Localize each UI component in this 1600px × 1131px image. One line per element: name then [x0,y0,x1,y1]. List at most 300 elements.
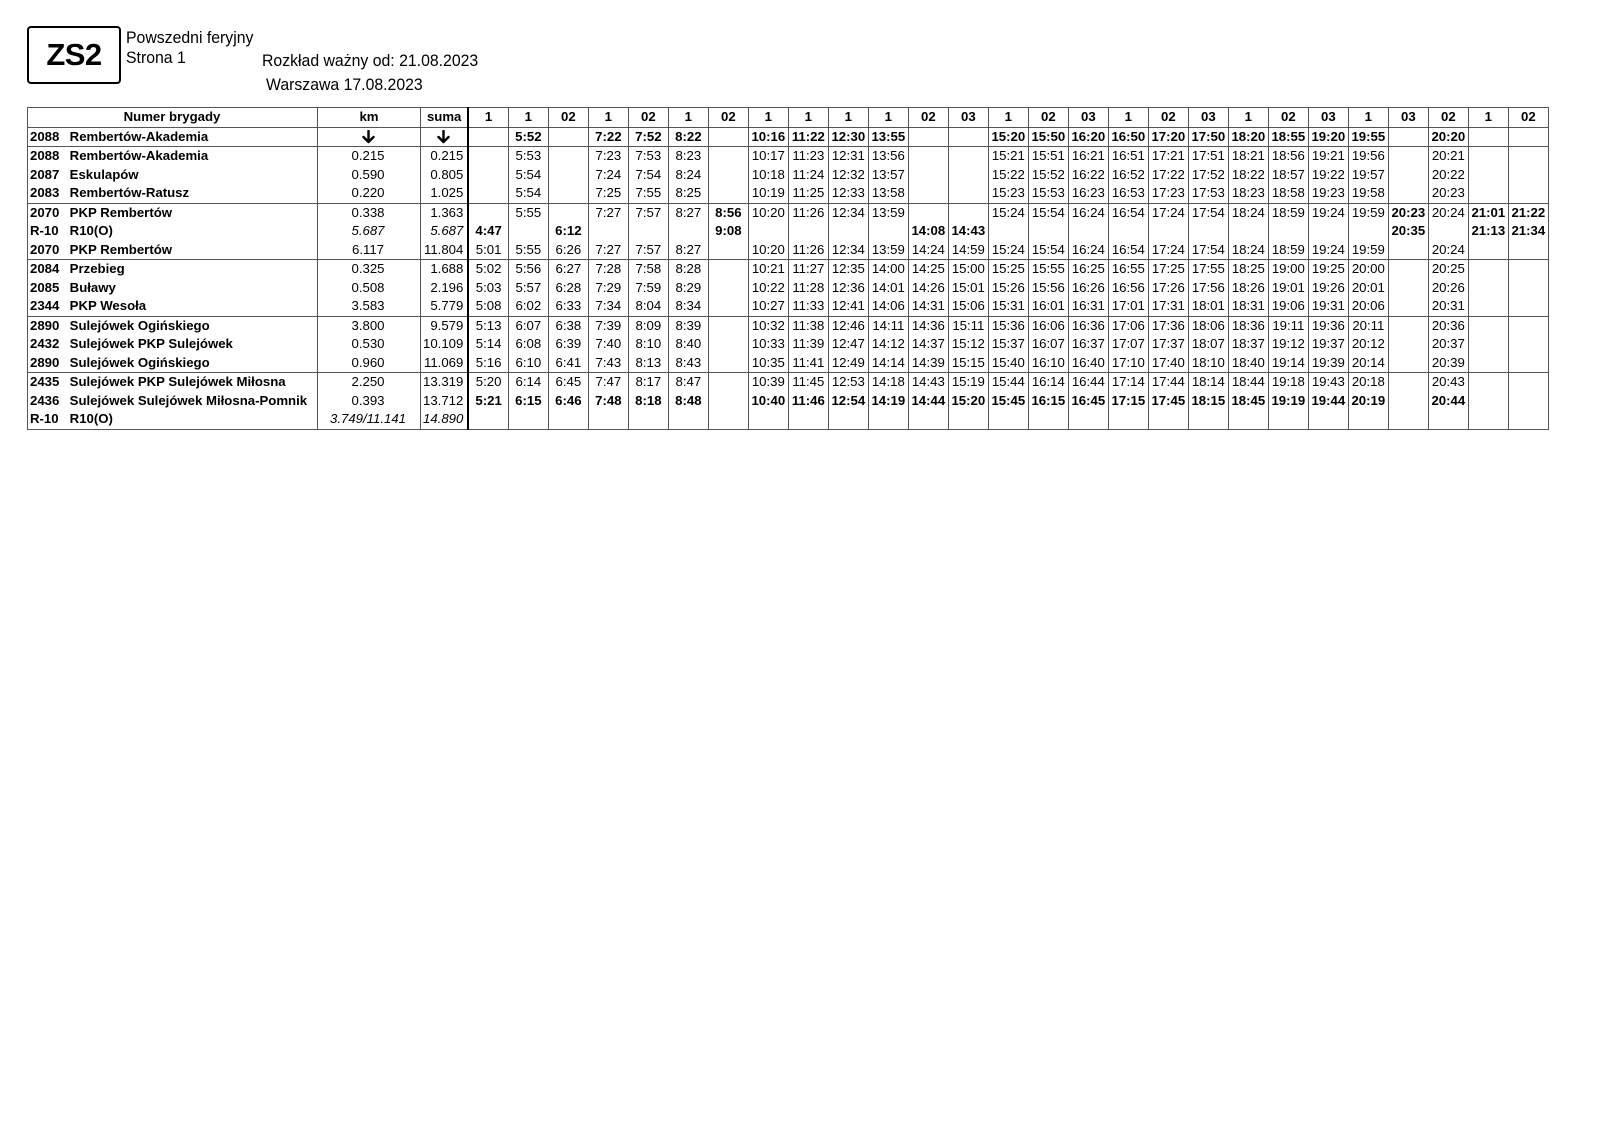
departure-time [1388,410,1428,429]
departure-time: 20:43 [1428,373,1468,392]
departure-time [588,222,628,241]
departure-time: 17:54 [1188,241,1228,260]
km-cell: 0.220 [318,184,421,203]
departure-time: 19:21 [1308,147,1348,166]
departure-time [708,147,748,166]
departure-time [1468,316,1508,335]
departure-time: 18:59 [1268,203,1308,222]
departure-time: 14:43 [908,373,948,392]
departure-time: 7:55 [628,184,668,203]
departure-time [988,410,1028,429]
departure-time: 14:08 [908,222,948,241]
departure-time: 7:40 [588,335,628,354]
departure-time: 8:29 [668,279,708,298]
departure-time [1388,335,1428,354]
departure-time: 13:59 [868,203,908,222]
brigade-number: 03 [1308,108,1348,128]
departure-time: 14:43 [948,222,988,241]
departure-time: 11:46 [788,392,828,411]
stop-name: Przebieg [69,261,125,276]
departure-time: 7:48 [588,392,628,411]
stop-code: 2085 [30,279,60,295]
departure-time: 15:50 [1028,127,1068,147]
departure-time: 11:22 [788,127,828,147]
departure-time: 14:19 [868,392,908,411]
departure-time [468,166,508,185]
departure-time: 19:22 [1308,166,1348,185]
departure-time: 12:33 [828,184,868,203]
stop-name: Sulejówek PKP Sulejówek [69,336,233,351]
stop-name: Sulejówek Sulejówek Miłosna-Pomnik [69,392,308,408]
departure-time [908,166,948,185]
departure-time [708,184,748,203]
brigade-number: 1 [788,108,828,128]
departure-time [508,222,548,241]
line-number: ZS2 [46,37,102,72]
departure-time: 16:52 [1108,166,1148,185]
day-type-label: Powszedni feryjny [126,28,254,47]
departure-time [948,166,988,185]
departure-time: 10:40 [748,392,788,411]
departure-time: 11:39 [788,335,828,354]
departure-time [1228,222,1268,241]
departure-time: 8:23 [668,147,708,166]
sum-cell: 1.363 [421,203,469,222]
departure-time: 8:27 [668,203,708,222]
sum-cell: 1.688 [421,260,469,279]
departure-time: 20:12 [1348,335,1388,354]
departure-time [908,147,948,166]
departure-time: 17:37 [1148,335,1188,354]
km-cell: 2.250 [318,373,421,392]
departure-time: 19:57 [1348,166,1388,185]
departure-time: 12:36 [828,279,868,298]
departure-time: 6:26 [548,241,588,260]
departure-time: 16:44 [1068,373,1108,392]
departure-time: 20:01 [1348,279,1388,298]
departure-time [708,410,748,429]
departure-time: 15:19 [948,373,988,392]
departure-time: 15:06 [948,297,988,316]
departure-time [1108,222,1148,241]
departure-time: 11:41 [788,354,828,373]
brigade-number: 1 [468,108,508,128]
departure-time: 8:40 [668,335,708,354]
departure-time: 16:50 [1108,127,1148,147]
departure-time: 8:27 [668,241,708,260]
departure-time: 9:08 [708,222,748,241]
stop-name-cell [28,335,318,354]
brigade-number: 02 [1148,108,1188,128]
departure-time: 5:52 [508,127,548,147]
departure-time [1468,279,1508,298]
departure-time [1188,410,1228,429]
departure-time: 6:10 [508,354,548,373]
departure-time [1508,127,1548,147]
departure-time: 5:57 [508,279,548,298]
departure-time [1028,222,1068,241]
departure-time: 14:01 [868,279,908,298]
stop-name-cell [28,241,318,260]
departure-time: 16:54 [1108,203,1148,222]
departure-time: 18:55 [1268,127,1308,147]
brigade-number: 02 [1268,108,1308,128]
departure-time: 15:20 [948,392,988,411]
departure-time: 10:32 [748,316,788,335]
departure-time [1428,410,1468,429]
departure-time: 16:54 [1108,241,1148,260]
stop-name-cell [28,260,318,279]
km-cell: 0.960 [318,354,421,373]
brigade-number: 1 [588,108,628,128]
departure-time [1268,410,1308,429]
departure-time: 10:17 [748,147,788,166]
departure-time: 19:11 [1268,316,1308,335]
departure-time: 18:44 [1228,373,1268,392]
departure-time [668,222,708,241]
brigade-number: 03 [1068,108,1108,128]
departure-time [708,279,748,298]
stop-name: PKP Wesoła [69,298,147,313]
stop-code: 2344 [30,298,60,313]
departure-time: 17:14 [1108,373,1148,392]
departure-time: 18:24 [1228,203,1268,222]
departure-time: 18:25 [1228,260,1268,279]
departure-time: 15:01 [948,279,988,298]
departure-time [748,410,788,429]
departure-time [1468,354,1508,373]
departure-time: 16:53 [1108,184,1148,203]
departure-time: 19:58 [1348,184,1388,203]
departure-time [1388,316,1428,335]
departure-time: 18:24 [1228,241,1268,260]
brigade-number: 02 [548,108,588,128]
departure-time: 17:52 [1188,166,1228,185]
departure-time [1508,279,1548,298]
departure-time [1468,260,1508,279]
departure-time [1348,410,1388,429]
stop-code: 2890 [30,317,60,333]
departure-time: 17:56 [1188,279,1228,298]
departure-time [1228,410,1268,429]
brigade-number: 1 [1468,108,1508,128]
departure-time: 7:28 [588,260,628,279]
stop-name-cell [28,410,318,429]
departure-time [1508,297,1548,316]
departure-time [1388,166,1428,185]
departure-time: 19:20 [1308,127,1348,147]
departure-time [1388,297,1428,316]
departure-time: 20:14 [1348,354,1388,373]
brigade-number: 1 [1228,108,1268,128]
departure-time [908,203,948,222]
departure-time: 19:26 [1308,279,1348,298]
departure-time: 16:26 [1068,279,1108,298]
departure-time: 18:31 [1228,297,1268,316]
departure-time: 14:37 [908,335,948,354]
departure-time: 16:15 [1028,392,1068,411]
brigade-number: 02 [628,108,668,128]
departure-time: 8:48 [668,392,708,411]
departure-time: 19:59 [1348,203,1388,222]
departure-time: 16:31 [1068,297,1108,316]
departure-time [908,127,948,147]
departure-time [868,222,908,241]
departure-time: 18:14 [1188,373,1228,392]
departure-time: 17:51 [1188,147,1228,166]
km-cell: 3.800 [318,316,421,335]
departure-time: 11:33 [788,297,828,316]
departure-time: 21:01 [1468,203,1508,222]
departure-time: 16:22 [1068,166,1108,185]
departure-time [628,410,668,429]
departure-time [1508,260,1548,279]
departure-time: 12:31 [828,147,868,166]
departure-time: 19:00 [1268,260,1308,279]
timetable [27,107,1549,430]
departure-time: 19:31 [1308,297,1348,316]
departure-time: 18:56 [1268,147,1308,166]
departure-time: 15:25 [988,260,1028,279]
departure-time: 15:31 [988,297,1028,316]
departure-time: 15:15 [948,354,988,373]
departure-time [1508,316,1548,335]
sum-cell: 11.804 [421,241,469,260]
departure-time: 19:18 [1268,373,1308,392]
departure-time: 19:44 [1308,392,1348,411]
departure-time [1308,222,1348,241]
stop-name: R10(O) [69,223,113,238]
departure-time: 7:22 [588,127,628,147]
departure-time: 13:59 [868,241,908,260]
departure-time: 16:36 [1068,316,1108,335]
departure-time: 7:54 [628,166,668,185]
stop-row [28,147,1549,166]
departure-time: 19:36 [1308,316,1348,335]
departure-time: 16:24 [1068,203,1108,222]
departure-time: 15:53 [1028,184,1068,203]
stop-code: 2083 [30,185,60,200]
departure-time [708,354,748,373]
departure-time: 11:28 [788,279,828,298]
departure-time [988,222,1028,241]
stop-name: PKP Rembertów [69,204,173,220]
departure-time: 8:04 [628,297,668,316]
departure-time [1268,222,1308,241]
departure-time: 14:11 [868,316,908,335]
departure-time: 6:38 [548,316,588,335]
departure-time [1308,410,1348,429]
departure-time: 18:01 [1188,297,1228,316]
departure-time: 10:20 [748,203,788,222]
departure-time [1468,241,1508,260]
departure-time: 16:55 [1108,260,1148,279]
departure-time: 12:34 [828,203,868,222]
sum-cell: 11.069 [421,354,469,373]
departure-time: 16:25 [1068,260,1108,279]
departure-time: 17:54 [1188,203,1228,222]
departure-time [1068,222,1108,241]
departure-time: 19:25 [1308,260,1348,279]
departure-time [548,147,588,166]
stop-code: R-10 [30,411,59,426]
sum-cell: 13.712 [421,392,469,411]
departure-time: 10:33 [748,335,788,354]
sum-cell: 1.025 [421,184,469,203]
departure-time [1468,127,1508,147]
departure-time [1188,222,1228,241]
departure-time: 14:18 [868,373,908,392]
departure-time: 7:57 [628,241,668,260]
departure-time [708,260,748,279]
departure-time: 11:27 [788,260,828,279]
brigade-number: 02 [708,108,748,128]
stop-row [28,373,1549,392]
sum-cell: 9.579 [421,316,469,335]
stop-name: Rembertów-Akademia [69,128,209,144]
departure-time [1468,147,1508,166]
departure-time: 15:45 [988,392,1028,411]
stop-row [28,260,1549,279]
departure-time: 5:54 [508,166,548,185]
departure-time: 18:40 [1228,354,1268,373]
departure-time: 11:26 [788,203,828,222]
departure-time: 15:26 [988,279,1028,298]
departure-time: 8:28 [668,260,708,279]
sum-cell: 5.687 [421,222,469,241]
departure-time [628,222,668,241]
km-cell: 5.687 [318,222,421,241]
departure-time: 16:23 [1068,184,1108,203]
departure-time: 14:14 [868,354,908,373]
stop-name-cell [28,222,318,241]
departure-time [908,184,948,203]
departure-time: 10:21 [748,260,788,279]
departure-time: 17:10 [1108,354,1148,373]
departure-time [708,241,748,260]
stop-name-cell [28,297,318,316]
departure-time [1468,373,1508,392]
km-cell: 0.508 [318,279,421,298]
departure-time [908,410,948,429]
departure-time: 11:45 [788,373,828,392]
departure-time [1508,166,1548,185]
departure-time [948,127,988,147]
departure-time: 13:56 [868,147,908,166]
stop-name: Buławy [69,279,116,295]
stop-code: R-10 [30,223,59,238]
departure-time [1388,279,1428,298]
departure-time: 15:54 [1028,203,1068,222]
brigade-number: 1 [1108,108,1148,128]
brigade-number: 02 [1428,108,1468,128]
departure-time [708,127,748,147]
departure-time: 12:41 [828,297,868,316]
departure-time: 5:16 [468,354,508,373]
header-sum: suma [421,108,469,128]
departure-time: 16:45 [1068,392,1108,411]
departure-time: 10:35 [748,354,788,373]
stop-name: Sulejówek PKP Sulejówek Miłosna [69,374,286,389]
departure-time: 5:08 [468,297,508,316]
stop-code: 2084 [30,261,60,276]
km-cell: 0.393 [318,392,421,411]
departure-time: 18:10 [1188,354,1228,373]
departure-time: 10:20 [748,241,788,260]
departure-time [548,184,588,203]
stop-row [28,203,1549,222]
stop-name-cell [28,203,318,222]
departure-time [1468,297,1508,316]
departure-time: 5:20 [468,373,508,392]
departure-time [1068,410,1108,429]
departure-time: 17:24 [1148,241,1188,260]
departure-time: 14:24 [908,241,948,260]
stop-code: 2890 [30,354,60,370]
departure-time: 12:54 [828,392,868,411]
departure-time: 6:28 [548,279,588,298]
issued-label: Warszawa 17.08.2023 [266,75,423,94]
departure-time: 15:24 [988,203,1028,222]
sum-cell: 13.319 [421,373,469,392]
departure-time: 14:25 [908,260,948,279]
departure-time [708,316,748,335]
departure-time [1468,166,1508,185]
departure-time: 19:12 [1268,335,1308,354]
stop-row [28,241,1549,260]
stop-name: Eskulapów [69,166,139,182]
stop-row [28,354,1549,373]
departure-time: 20:35 [1388,222,1428,241]
stop-row [28,184,1549,203]
stop-code: 2088 [30,128,60,144]
departure-time: 17:07 [1108,335,1148,354]
brigade-number: 03 [1188,108,1228,128]
stop-name: R10(O) [69,411,113,426]
departure-time: 11:25 [788,184,828,203]
departure-time [1508,392,1548,411]
departure-time [548,127,588,147]
page-label: Strona 1 [126,48,186,67]
departure-time: 15:55 [1028,260,1068,279]
departure-time [748,222,788,241]
departure-time: 17:55 [1188,260,1228,279]
departure-time [708,373,748,392]
brigade-number: 02 [1508,108,1548,128]
departure-time [1148,222,1188,241]
departure-time: 20:22 [1428,166,1468,185]
departure-time: 14:59 [948,241,988,260]
departure-time [1428,222,1468,241]
departure-time: 11:38 [788,316,828,335]
sum-cell: 0.805 [421,166,469,185]
departure-time: 17:22 [1148,166,1188,185]
departure-time: 17:45 [1148,392,1188,411]
departure-time [1388,241,1428,260]
departure-time: 17:53 [1188,184,1228,203]
departure-time: 6:15 [508,392,548,411]
stop-name: Rembertów-Akademia [69,148,209,163]
departure-time: 8:39 [668,316,708,335]
departure-time: 8:47 [668,373,708,392]
departure-time [668,410,708,429]
departure-time [1508,410,1548,429]
departure-time: 15:22 [988,166,1028,185]
departure-time: 12:53 [828,373,868,392]
departure-time: 20:23 [1388,203,1428,222]
departure-time [828,410,868,429]
departure-time: 7:27 [588,203,628,222]
